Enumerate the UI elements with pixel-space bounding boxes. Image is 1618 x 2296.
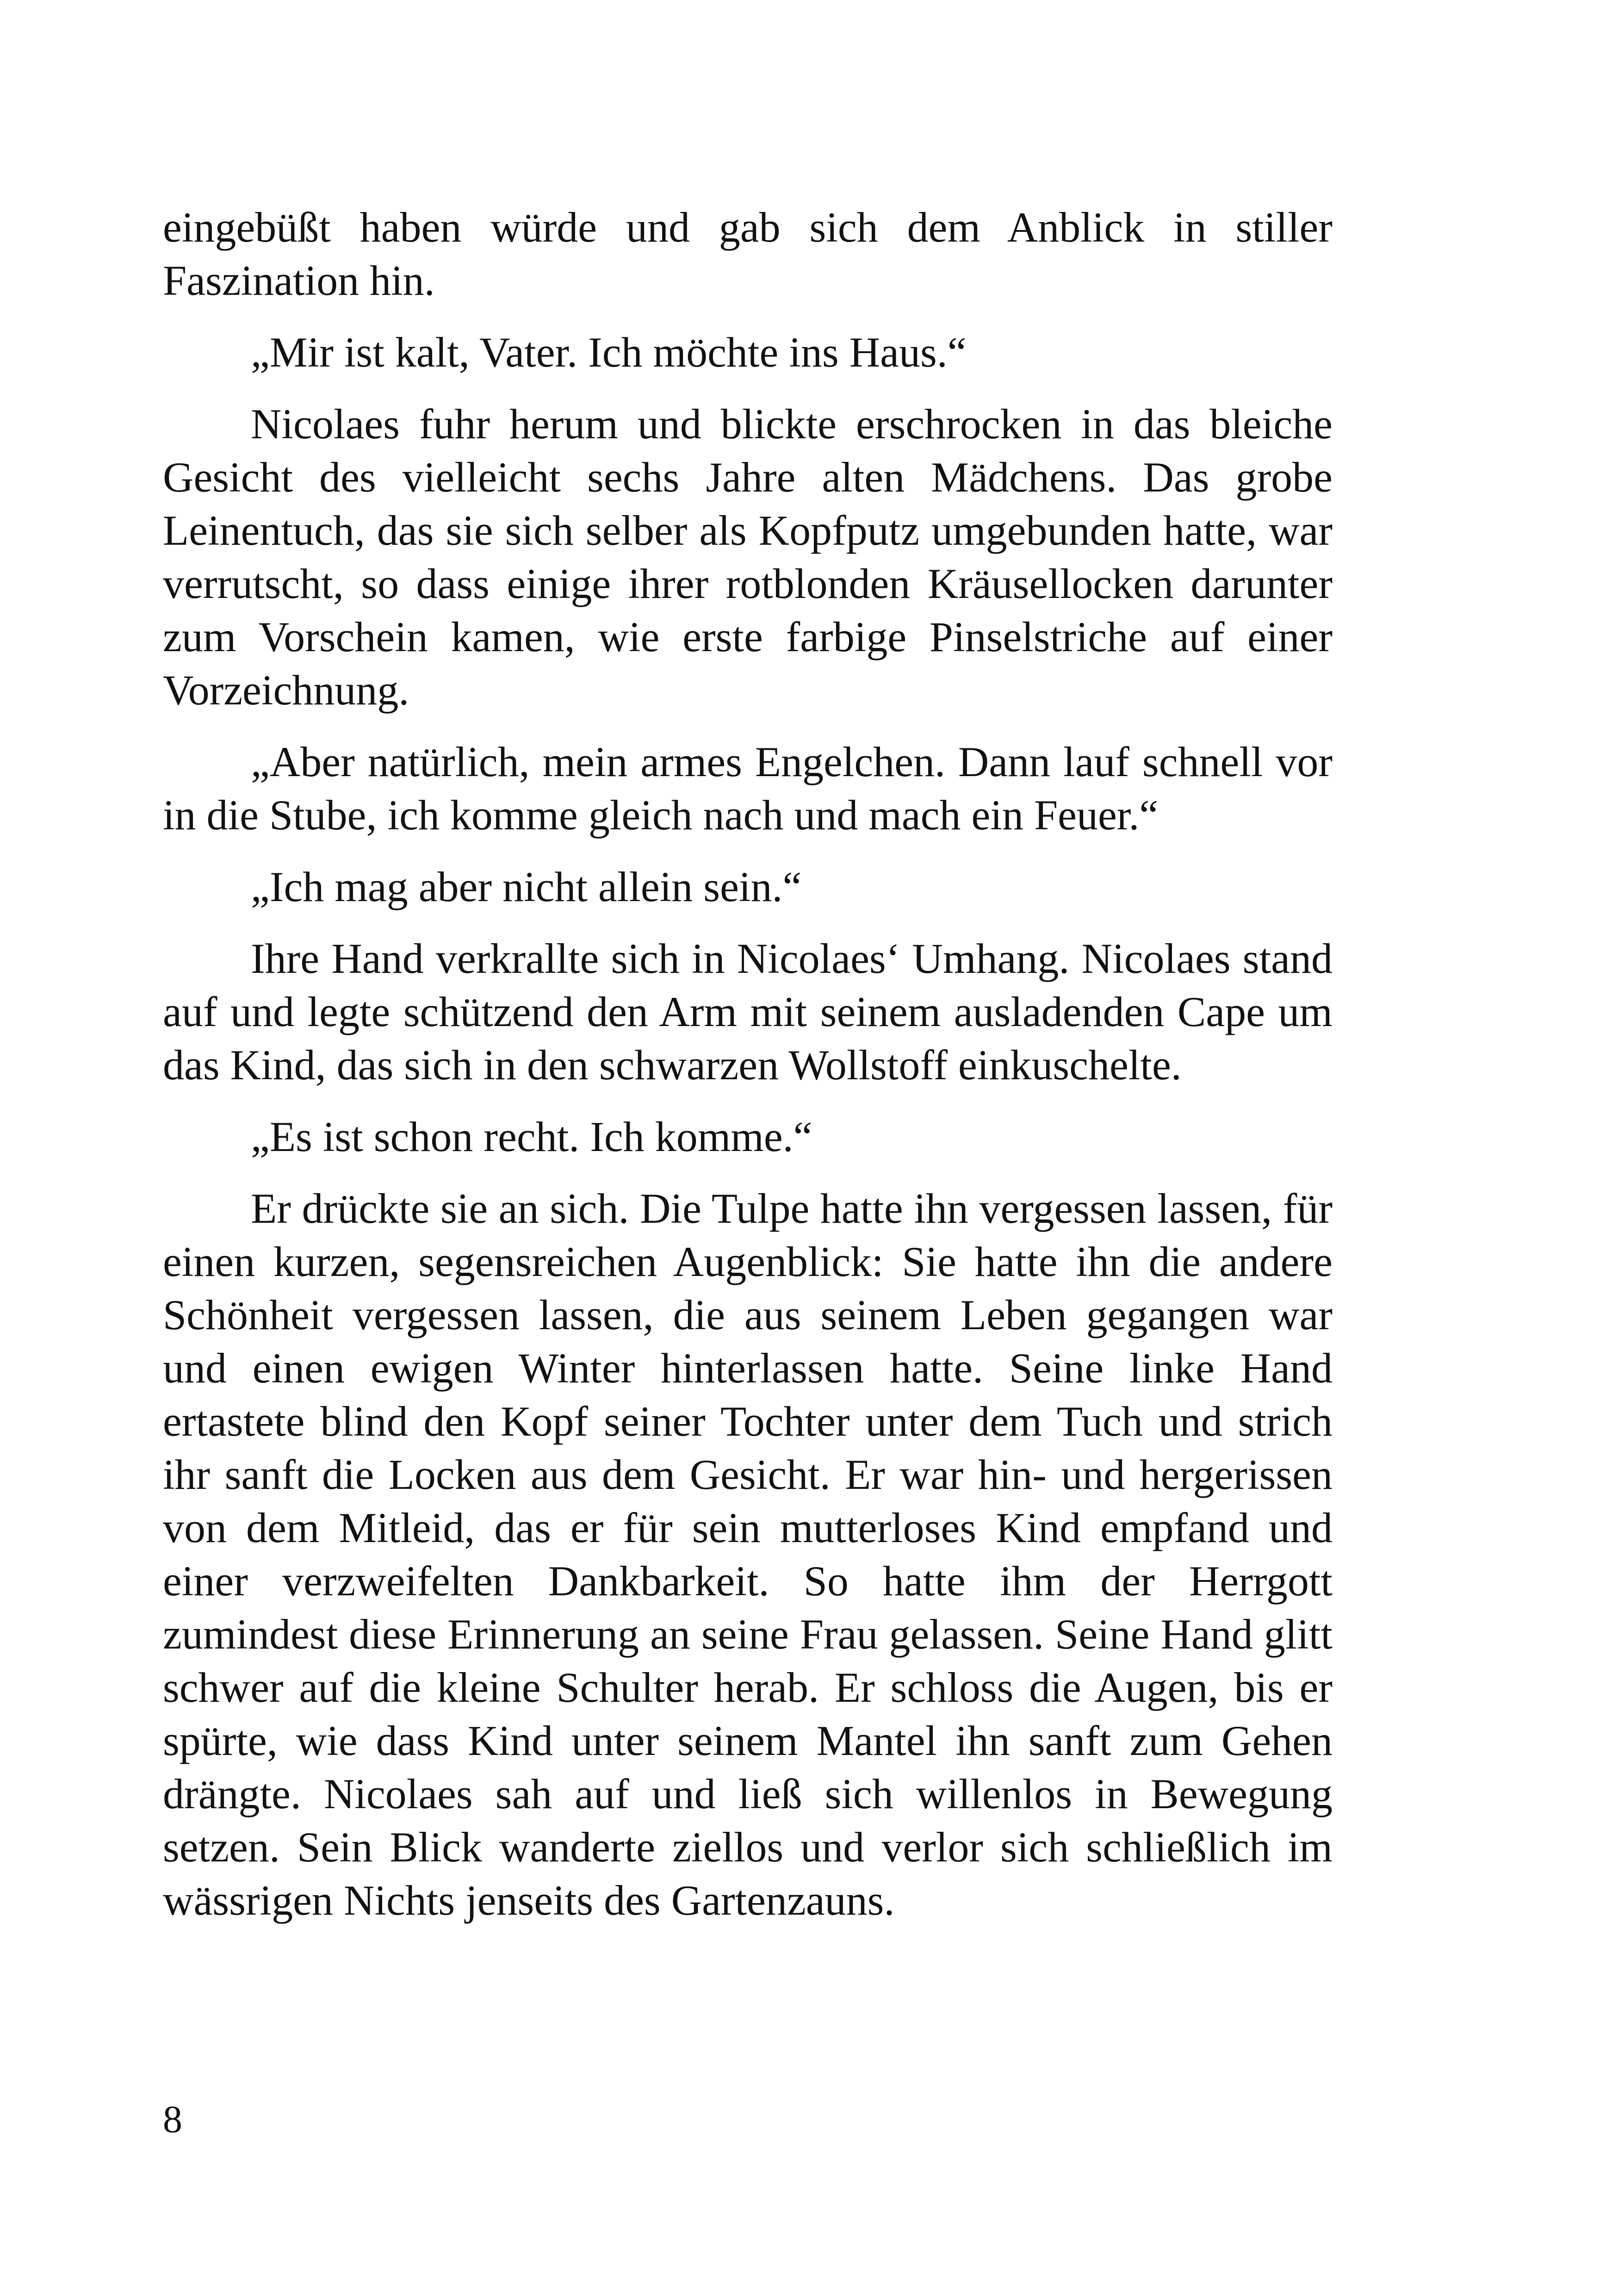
- paragraph: „Ich mag aber nicht allein sein.“: [251, 863, 802, 910]
- paragraph: Er drückte sie an sich. Die Tulpe hatte ihn vergessen lassen, für einen kurzen, segensreichen Augenblick: Sie hatte ihn die andere Schönheit vergessen lassen, die aus seinem Leben gegangen war und einen ewigen Winter hinterlassen hatte. Seine linke Hand ertastete blind den Kopf seiner Tochter unter dem Tuch und strich ihr sanft die Locken aus dem Gesicht. Er war hin- und hergerissen von dem Mitleid, das er für sein mutterloses Kind empfand und einer verzweifelten Dankbarkeit. So hatte ihm der Herrgott zumindest diese Erinnerung an seine Frau gelassen. Seine Hand glitt schwer auf die kleine Schulter herab. Er schloss die Augen, bis er spürte, wie dass Kind unter seinem Mantel ihn sanft zum Gehen drängte. Nicolaes sah auf und ließ sich willenlos in Bewegung setzen. Sein Blick wanderte ziellos und verlor sich schließlich im wässrigen Nichts jenseits des Gartenzauns.: [163, 1185, 1333, 1924]
- page-number: 8: [163, 2098, 182, 2141]
- paragraph: „Es ist schon recht. Ich komme.“: [251, 1113, 812, 1160]
- paragraph: eingebüßt haben würde und gab sich dem Anblick in stiller Faszination hin.: [163, 204, 1333, 304]
- paragraph: Ihre Hand verkrallte sich in Nicolaes‘ Umhang. Nicolaes stand auf und legte schützend den Arm mit seinem ausladenden Cape um das Kind, das sich in den schwarzen Wollstoff einkuschelte.: [163, 935, 1333, 1089]
- body-text: [163, 201, 1333, 1946]
- paragraph: „Aber natürlich, mein armes Engelchen. Dann lauf schnell vor in die Stube, ich komme gleich nach und mach ein Feuer.“: [163, 738, 1333, 839]
- paragraph: „Mir ist kalt, Vater. Ich möchte ins Haus.“: [251, 329, 967, 376]
- paragraph: Nicolaes fuhr herum und blickte erschrocken in das bleiche Gesicht des vielleicht sechs Jahre alten Mädchens. Das grobe Leinentuch, das sie sich selber als Kopfputz umgebunden hatte, war verrutscht, so dass einige ihrer rotblonden Kräusellocken darunter zum Vorschein kamen, wie erste farbige Pinselstriche auf einer Vorzeichnung.: [163, 400, 1333, 714]
